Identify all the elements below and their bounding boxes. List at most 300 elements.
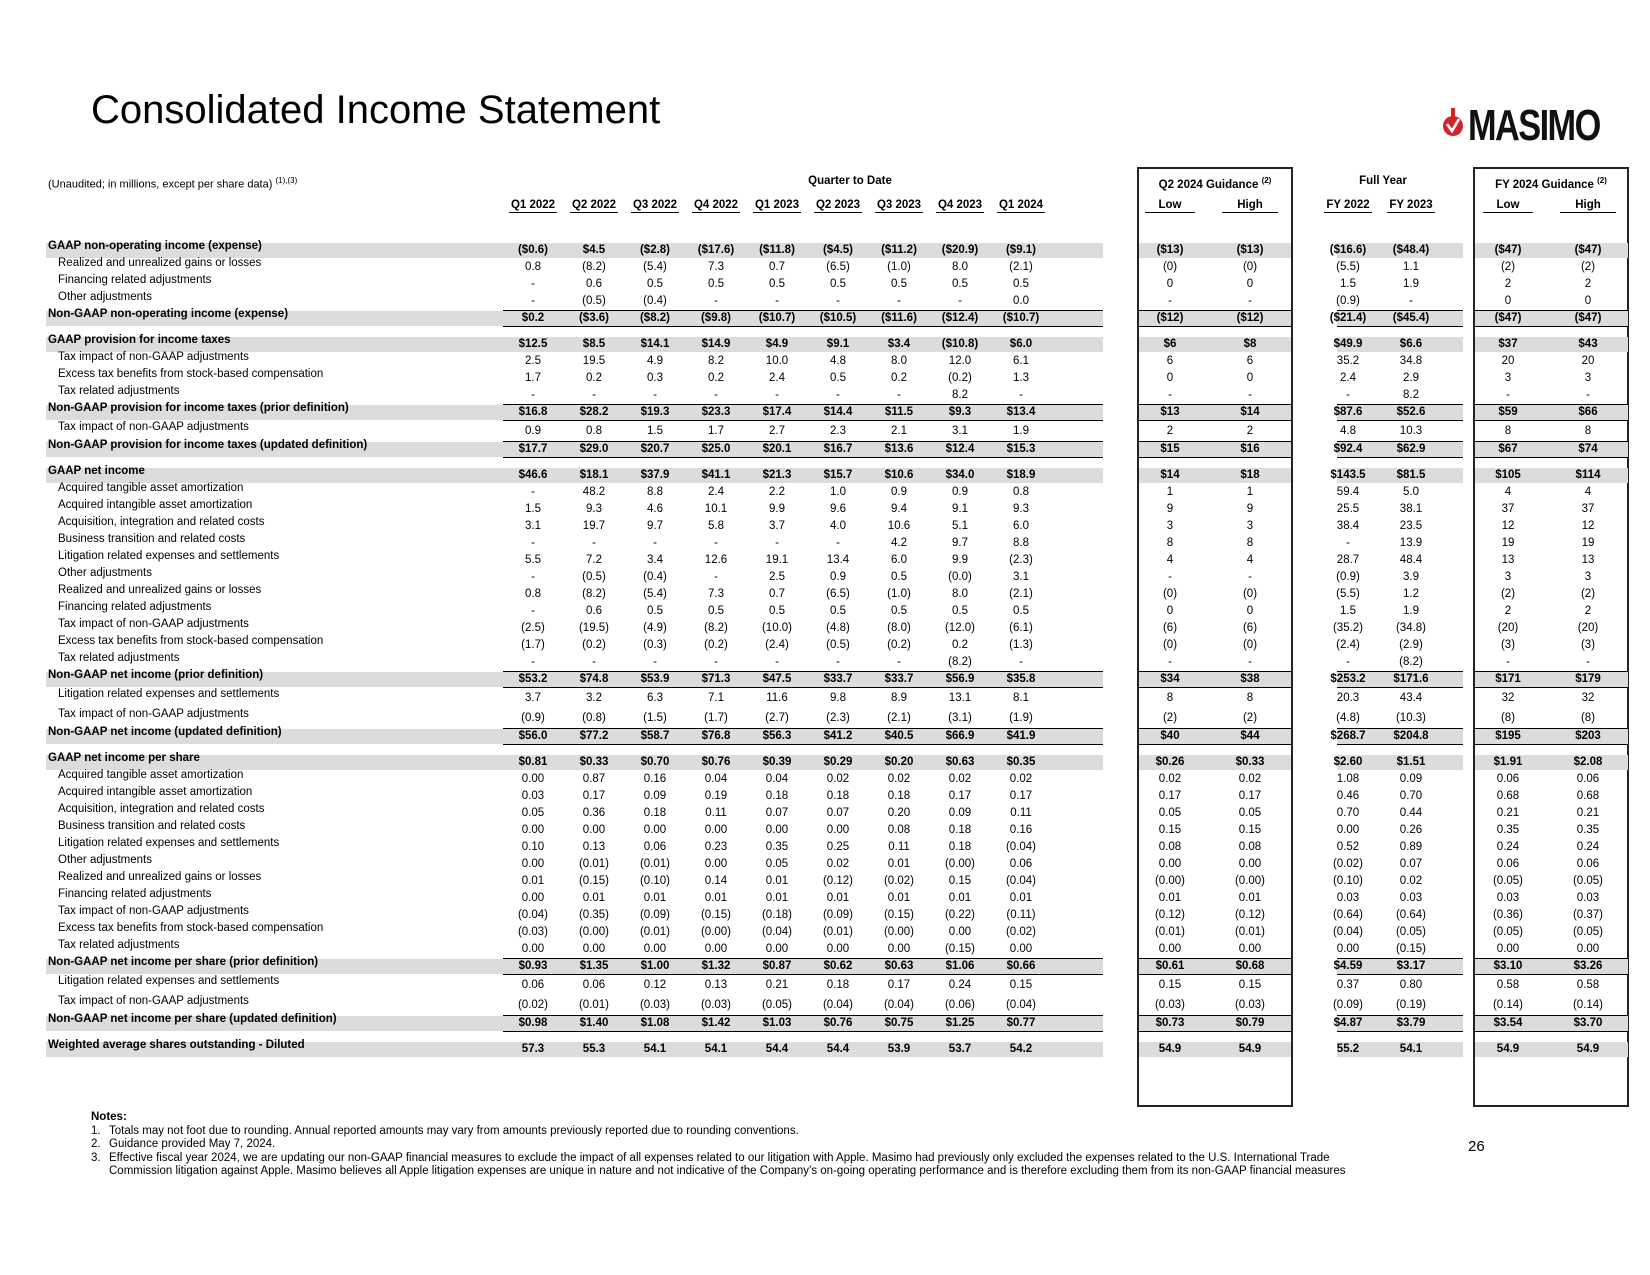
cell-value: $1.51 [1396, 756, 1426, 768]
cell-value: 0.00 [1158, 943, 1182, 955]
cell-value: 0.05 [1158, 807, 1182, 819]
row-label: Acquisition, integration and related costs [58, 516, 265, 528]
cell-value: 0.7 [769, 588, 785, 600]
cell-value: 4 [1246, 554, 1254, 566]
cell-value: - [897, 295, 901, 307]
cell-value: - [531, 486, 535, 498]
cell-value: ($47) [1494, 312, 1522, 324]
cell-value: 4 [1166, 554, 1174, 566]
table-row [46, 788, 1630, 805]
cell-value: - [1168, 389, 1172, 401]
cell-value: ($13) [1236, 244, 1264, 256]
cell-value: $15.7 [823, 469, 853, 481]
cell-value: (0.9) [1336, 295, 1360, 307]
table-row [46, 276, 1630, 293]
total-rule [1139, 974, 1291, 975]
cell-value: $40 [1160, 730, 1180, 742]
cell-value: $0.29 [823, 756, 853, 768]
cell-value: $62.9 [1396, 443, 1426, 455]
cell-value: (8) [1580, 712, 1596, 724]
total-rule [1337, 687, 1463, 688]
cell-value: 0.5 [952, 278, 968, 290]
cell-value: $13.4 [1006, 406, 1036, 418]
total-rule [503, 958, 1103, 959]
cell-value: (2) [1500, 588, 1516, 600]
cell-value: 1.0 [830, 486, 846, 498]
total-rule [1337, 457, 1463, 458]
cell-value: (0.01) [1234, 926, 1266, 938]
table-row [46, 586, 1630, 603]
masimo-logo-text: MASIMO [1468, 101, 1600, 150]
cell-value: $4.9 [765, 338, 789, 350]
cell-value: 7.1 [708, 692, 724, 704]
cell-value: ($2.8) [639, 244, 671, 256]
cell-value: (0.5) [582, 295, 606, 307]
table-row [46, 890, 1630, 907]
cell-value: 8.2 [952, 389, 968, 401]
cell-value: - [836, 537, 840, 549]
cell-value: 8.9 [891, 692, 907, 704]
cell-value: 3.2 [586, 692, 602, 704]
cell-value: (0.05) [1492, 875, 1524, 887]
cell-value: (0.9) [1336, 571, 1360, 583]
cell-value: 0.03 [1576, 892, 1600, 904]
cell-value: 0.00 [765, 943, 789, 955]
cell-value: 28.7 [1336, 554, 1360, 566]
cell-value: ($11.2) [881, 244, 917, 256]
cell-value: $53.9 [640, 673, 670, 685]
cell-value: (0) [1242, 588, 1258, 600]
note-text: Guidance provided May 7, 2024. [109, 1138, 276, 1150]
cell-value: $52.6 [1396, 406, 1426, 418]
cell-value: 48.2 [582, 486, 606, 498]
cell-value: - [531, 278, 535, 290]
cell-value: - [1248, 295, 1252, 307]
cell-value: 0.13 [704, 979, 728, 991]
cell-value: (8.2) [582, 261, 606, 273]
cell-value: 0.17 [1238, 790, 1262, 802]
cell-value: (0.02) [1332, 858, 1364, 870]
cell-value: 12 [1501, 520, 1515, 532]
cell-value: - [1248, 656, 1252, 668]
cell-value: $8 [1243, 338, 1257, 350]
cell-value: 54.4 [826, 1043, 850, 1055]
cell-value: ($11.8) [759, 244, 795, 256]
cell-value: $0.35 [1006, 756, 1036, 768]
row-label: Business transition and related costs [58, 820, 246, 832]
cell-value: - [1168, 656, 1172, 668]
table-row-total [46, 467, 1630, 484]
cell-value: 1.5 [525, 503, 541, 515]
table-row-total [46, 1015, 1630, 1032]
cell-value: 0.18 [765, 790, 789, 802]
cell-value: 0.5 [952, 605, 968, 617]
cell-value: 0.11 [1010, 807, 1032, 819]
cell-value: 0.06 [643, 841, 667, 853]
cell-value: 0.10 [521, 841, 545, 853]
table-row [46, 924, 1630, 941]
table-row-total [46, 242, 1630, 259]
cell-value: $179 [1575, 673, 1601, 685]
cell-value: 0.24 [1576, 841, 1600, 853]
cell-value: (0.00) [944, 858, 976, 870]
cell-value: 3.1 [525, 520, 541, 532]
cell-value: 0.01 [765, 875, 789, 887]
cell-value: 0.00 [765, 824, 789, 836]
cell-value: (0.04) [822, 999, 854, 1011]
total-rule [503, 671, 1103, 672]
cell-value: - [897, 389, 901, 401]
cell-value: $49.9 [1333, 338, 1363, 350]
cell-value: 3 [1504, 372, 1512, 384]
table-row [46, 552, 1630, 569]
cell-value: - [775, 656, 779, 668]
table-row-total [46, 404, 1630, 421]
column-header: Q1 2022 [510, 199, 556, 211]
row-label: GAAP net income [48, 465, 145, 477]
cell-value: 0.00 [826, 824, 850, 836]
cell-value: (1.3) [1009, 639, 1033, 651]
cell-value: (3) [1580, 639, 1596, 651]
cell-value: $0.70 [640, 756, 670, 768]
cell-value: $1.06 [945, 960, 975, 972]
cell-value: 13.1 [948, 692, 972, 704]
cell-value: (0.22) [944, 909, 976, 921]
cell-value: $6.0 [1009, 338, 1033, 350]
cell-value: $14.4 [823, 406, 853, 418]
cell-value: 5.0 [1403, 486, 1419, 498]
row-label: GAAP net income per share [48, 752, 200, 764]
cell-value: (2) [1242, 712, 1258, 724]
cell-value: (2.4) [765, 639, 789, 651]
cell-value: (2) [1580, 261, 1596, 273]
cell-value: - [1409, 295, 1413, 307]
cell-value: (0) [1162, 261, 1178, 273]
cell-value: $17.4 [762, 406, 792, 418]
cell-value: (1.7) [704, 712, 728, 724]
cell-value: (0.09) [639, 909, 671, 921]
cell-value: (0.37) [1572, 909, 1604, 921]
total-rule [1139, 728, 1291, 729]
cell-value: 0 [1166, 278, 1174, 290]
cell-value: 0.18 [948, 841, 972, 853]
row-label: Business transition and related costs [58, 533, 246, 545]
total-rule [1475, 728, 1628, 729]
cell-value: 1.2 [1403, 588, 1419, 600]
cell-value: (0.3) [643, 639, 667, 651]
row-label: Tax impact of non-GAAP adjustments [58, 995, 249, 1007]
cell-value: $15.3 [1006, 443, 1036, 455]
table-row [46, 997, 1630, 1014]
cell-value: $29.0 [579, 443, 609, 455]
cell-value: 0.58 [1576, 979, 1600, 991]
cell-value: - [531, 571, 535, 583]
cell-value: 9.9 [769, 503, 785, 515]
cell-value: $66 [1578, 406, 1598, 418]
note-number: 1. [91, 1124, 101, 1137]
cell-value: 0.13 [582, 841, 606, 853]
cell-value: $3.54 [1493, 1017, 1523, 1029]
cell-value: 3.4 [647, 554, 663, 566]
cell-value: $71.3 [701, 673, 731, 685]
total-rule [1139, 671, 1291, 672]
cell-value: (0) [1162, 639, 1178, 651]
cell-value: 1.5 [647, 425, 663, 437]
cell-value: $33.7 [884, 673, 914, 685]
cell-value: $1.42 [701, 1017, 731, 1029]
table-row-total [46, 1041, 1630, 1058]
cell-value: 0.08 [1158, 841, 1182, 853]
cell-value: 6 [1246, 355, 1254, 367]
cell-value: $0.77 [1006, 1017, 1036, 1029]
cell-value: 1.08 [1336, 773, 1360, 785]
table-row [46, 690, 1630, 707]
column-header: FY 2022 [1324, 199, 1372, 213]
cell-value: 9.4 [891, 503, 907, 515]
cell-value: 0.9 [952, 486, 968, 498]
cell-value: - [1248, 389, 1252, 401]
cell-value: (0.01) [822, 926, 854, 938]
cell-value: 19 [1501, 537, 1515, 549]
row-label: Financing related adjustments [58, 888, 212, 900]
cell-value: 0.06 [1496, 858, 1520, 870]
cell-value: 0.01 [582, 892, 606, 904]
cell-value: (35.2) [1332, 622, 1364, 634]
masimo-logo [1442, 96, 1637, 156]
cell-value: (0.64) [1332, 909, 1364, 921]
cell-value: $33.7 [823, 673, 853, 685]
cell-value: $41.1 [701, 469, 731, 481]
cell-value: 13.9 [1399, 537, 1423, 549]
group-q2-guidance [1137, 176, 1293, 191]
row-label: Tax impact of non-GAAP adjustments [58, 421, 249, 433]
cell-value: - [1248, 571, 1252, 583]
table-row [46, 603, 1630, 620]
cell-value: (0.05) [1572, 875, 1604, 887]
cell-value: 0 [1584, 295, 1592, 307]
cell-value: ($13) [1156, 244, 1184, 256]
cell-value: - [1586, 389, 1590, 401]
cell-value: 0.00 [704, 943, 728, 955]
table-row-total [46, 958, 1630, 975]
total-rule [1139, 744, 1291, 745]
cell-value: 3.7 [769, 520, 785, 532]
cell-value: 0.02 [1238, 773, 1262, 785]
cell-value: ($4.5) [822, 244, 854, 256]
cell-value: 0.15 [1158, 979, 1182, 991]
group-q2-guidance-footnote: (2) [1261, 176, 1272, 185]
cell-value: $0.66 [1006, 960, 1036, 972]
total-rule [503, 687, 1103, 688]
cell-value: 0.01 [765, 892, 789, 904]
cell-value: 0.36 [582, 807, 606, 819]
total-rule [503, 326, 1103, 327]
cell-value: (0.02) [517, 999, 549, 1011]
table-row-total [46, 754, 1630, 771]
cell-value: (0.00) [700, 926, 732, 938]
cell-value: 0.00 [826, 943, 850, 955]
cell-value: 10.3 [1399, 425, 1423, 437]
group-fy-guidance [1473, 176, 1629, 191]
cell-value: $11.5 [884, 406, 914, 418]
cell-value: 38.4 [1336, 520, 1360, 532]
row-label: GAAP provision for income taxes [48, 334, 231, 346]
total-rule [1139, 310, 1291, 311]
cell-value: 0.7 [769, 261, 785, 273]
cell-value: 0.00 [643, 824, 667, 836]
cell-value: 0.9 [891, 486, 907, 498]
row-label: Acquired intangible asset amortization [58, 499, 253, 511]
cell-value: $46.6 [518, 469, 548, 481]
cell-value: $1.91 [1493, 756, 1523, 768]
cell-value: - [531, 537, 535, 549]
cell-value: $6 [1163, 338, 1177, 350]
note-text: Effective fiscal year 2024, we are updating our non-GAAP financial measures to exclude the impact of all expenses related to our litigation with Apple. Masimo had previously only excluded the expenses related to the U.S. International Trade Commission litigation against Apple. Masimo believes all Apple litigation expenses are unique in nature and not indicative of the Company’s on-going operating performance and is therefore excluding them from its non-GAAP financial measures [109, 1151, 1346, 1177]
cell-value: 0.35 [1496, 824, 1520, 836]
cell-value: 0.18 [826, 790, 850, 802]
total-rule [1337, 728, 1463, 729]
cell-value: 2 [1504, 605, 1512, 617]
cell-value: 0.15 [1158, 824, 1182, 836]
cell-value: 8.0 [891, 355, 907, 367]
table-row [46, 637, 1630, 654]
cell-value: (0.00) [578, 926, 610, 938]
cell-value: (0.2) [582, 639, 606, 651]
cell-value: 3 [1166, 520, 1174, 532]
cell-value: (4.9) [643, 622, 667, 634]
row-label: Realized and unrealized gains or losses [58, 584, 262, 596]
cell-value: $6.6 [1399, 338, 1423, 350]
cell-value: 0.00 [948, 926, 972, 938]
cell-value: 9 [1246, 503, 1254, 515]
cell-value: $67 [1498, 443, 1518, 455]
cell-value: $34 [1160, 673, 1180, 685]
cell-value: $171.6 [1393, 673, 1429, 685]
cell-value: (0.18) [761, 909, 793, 921]
cell-value: 37 [1501, 503, 1515, 515]
cell-value: 2.4 [708, 486, 724, 498]
cell-value: 0.37 [1336, 979, 1360, 991]
cell-value: 0.18 [826, 979, 850, 991]
cell-value: 0.5 [647, 278, 663, 290]
table-row [46, 535, 1630, 552]
cell-value: $38 [1240, 673, 1260, 685]
cell-value: $171 [1495, 673, 1521, 685]
cell-value: 13.4 [826, 554, 850, 566]
table-row [46, 259, 1630, 276]
row-label: Tax related adjustments [58, 652, 180, 664]
cell-value: - [1168, 295, 1172, 307]
cell-value: (8.2) [704, 622, 728, 634]
cell-value: (2) [1580, 588, 1596, 600]
cell-value: (0.02) [883, 875, 915, 887]
cell-value: (2.1) [1009, 261, 1033, 273]
cell-value: (20) [1497, 622, 1519, 634]
cell-value: 32 [1501, 692, 1515, 704]
total-rule [1337, 326, 1463, 327]
cell-value: 43.4 [1399, 692, 1423, 704]
cell-value: 19.1 [765, 554, 789, 566]
row-label: Weighted average shares outstanding - Diluted [48, 1039, 305, 1051]
total-rule [1139, 687, 1291, 688]
cell-value: 38.1 [1399, 503, 1423, 515]
cell-value: $14 [1240, 406, 1260, 418]
cell-value: 0.11 [888, 841, 910, 853]
cell-value: ($47) [1574, 244, 1602, 256]
total-rule [503, 1015, 1103, 1016]
cell-value: 0.01 [887, 892, 911, 904]
cell-value: 0.00 [1496, 943, 1520, 955]
cell-value: 9.6 [830, 503, 846, 515]
row-label: Litigation related expenses and settlements [58, 975, 280, 987]
cell-value: - [592, 537, 596, 549]
cell-value: - [775, 389, 779, 401]
cell-value: 0.00 [521, 773, 545, 785]
cell-value: $1.03 [762, 1017, 792, 1029]
cell-value: 9.8 [830, 692, 846, 704]
cell-value: (8.2) [948, 656, 972, 668]
cell-value: 2.4 [769, 372, 785, 384]
cell-value: (0.09) [1332, 999, 1364, 1011]
cell-value: 1.7 [708, 425, 724, 437]
row-label: Non-GAAP non-operating income (expense) [48, 308, 289, 320]
cell-value: ($47) [1494, 244, 1522, 256]
cell-value: 0.06 [1576, 773, 1600, 785]
cell-value: 55.3 [582, 1043, 606, 1055]
cell-value: $20.7 [640, 443, 670, 455]
cell-value: $195 [1495, 730, 1521, 742]
column-header: Q4 2022 [693, 199, 739, 211]
cell-value: 53.7 [948, 1043, 972, 1055]
cell-value: 0.00 [521, 943, 545, 955]
note-item [91, 1152, 1371, 1179]
cell-value: 0.44 [1399, 807, 1423, 819]
cell-value: (1.0) [887, 261, 911, 273]
cell-value: 0.16 [1009, 824, 1033, 836]
cell-value: ($48.4) [1392, 244, 1430, 256]
cell-value: (2.9) [1399, 639, 1423, 651]
row-label: Litigation related expenses and settlements [58, 550, 280, 562]
cell-value: (0.19) [1395, 999, 1427, 1011]
cell-value: 0.02 [887, 773, 911, 785]
cell-value: $0.33 [579, 756, 609, 768]
cell-value: 0.19 [704, 790, 728, 802]
table-row [46, 654, 1630, 671]
total-rule [1475, 404, 1628, 405]
cell-value: $0.63 [945, 756, 975, 768]
cell-value: 9 [1166, 503, 1174, 515]
cell-value: 0.09 [643, 790, 667, 802]
cell-value: 0.58 [1496, 979, 1520, 991]
cell-value: (4.8) [1336, 712, 1360, 724]
cell-value: ($12) [1236, 312, 1264, 324]
cell-value: 0.01 [704, 892, 728, 904]
cell-value: (2) [1500, 261, 1516, 273]
cell-value: (6) [1242, 622, 1258, 634]
cell-value: 0.24 [1496, 841, 1520, 853]
caption-text: (Unaudited; in millions, except per share data) [48, 178, 273, 191]
cell-value: 0.9 [830, 571, 846, 583]
cell-value: 3.1 [1013, 571, 1029, 583]
masimo-logo-icon [1442, 104, 1464, 148]
cell-value: 0.0 [1013, 295, 1029, 307]
cell-value: - [531, 295, 535, 307]
cell-value: ($11.6) [881, 312, 917, 324]
cell-value: 3.9 [1403, 571, 1419, 583]
cell-value: 54.9 [1158, 1043, 1182, 1055]
cell-value: 54.1 [1399, 1043, 1423, 1055]
cell-value: 10.0 [765, 355, 789, 367]
